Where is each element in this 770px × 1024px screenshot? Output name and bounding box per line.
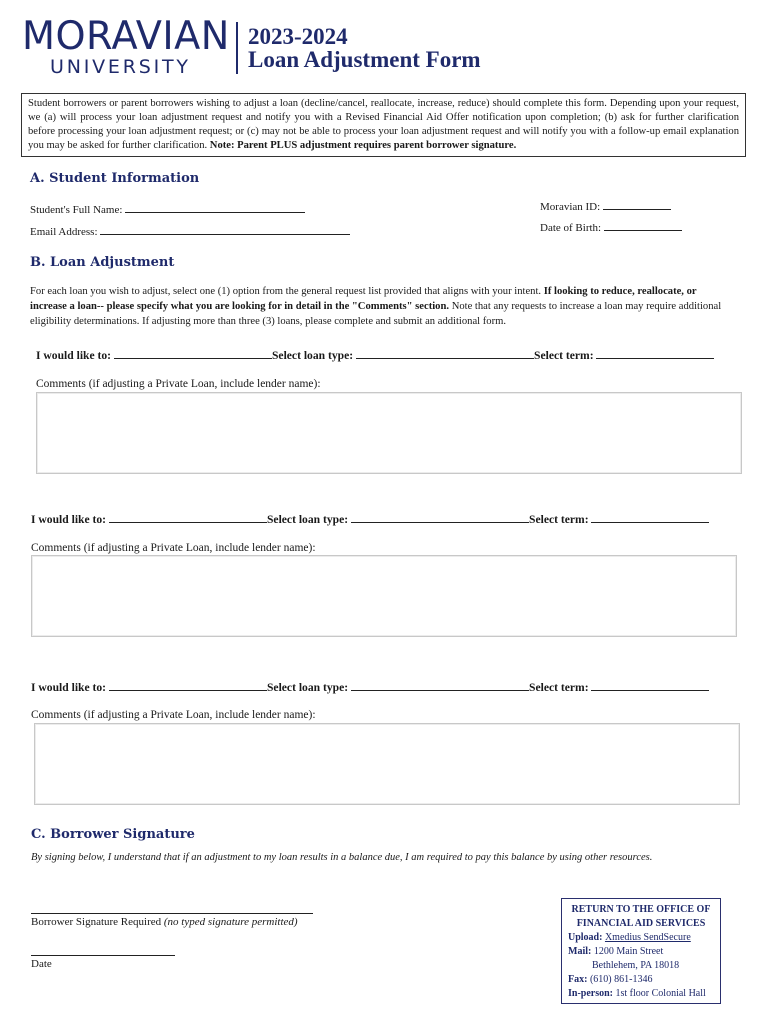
comments-box-2[interactable] — [31, 555, 737, 637]
dob-field[interactable] — [540, 219, 682, 234]
would-like-line[interactable] — [109, 510, 267, 523]
term-label: Select term: — [529, 513, 589, 526]
form-title: Loan Adjustment Form — [248, 47, 481, 72]
inperson-row — [568, 987, 714, 1001]
date-line[interactable] — [31, 954, 175, 956]
intro-note: Note: Parent PLUS adjustment requires parent borrower signature. — [209, 140, 517, 151]
mail-row — [568, 945, 714, 959]
form-year: 2023-2024 — [248, 24, 348, 49]
return-instructions-box — [561, 898, 721, 1004]
instructions-part-2: Note that any requests to increase a loan may require additional eligibility determinations. If adjusting more than three (3) loans, please complete and submit an additional form. — [30, 301, 722, 327]
term-line[interactable] — [591, 510, 709, 523]
return-title-1: RETURN TO THE OFFICE OF — [571, 904, 711, 915]
comments-label-1: Comments (if adjusting a Private Loan, include lender name): — [36, 378, 321, 390]
would-like-line[interactable] — [114, 346, 272, 359]
moravian-id-field[interactable] — [540, 198, 671, 213]
would-like-label: I would like to: — [36, 349, 112, 362]
moravian-id-label: Moravian ID: — [540, 201, 601, 213]
inperson-label: In-person: — [568, 988, 614, 999]
section-b-instructions — [30, 284, 735, 329]
would-like-line[interactable] — [109, 678, 267, 691]
instructions-bold: If looking to reduce, reallocate, or increase a loan-- please specify what you are looking for in detail in the "Comments" section. — [30, 286, 697, 312]
term-line[interactable] — [596, 346, 714, 359]
mail-label: Mail: — [568, 946, 592, 957]
full-name-field[interactable] — [30, 201, 305, 216]
fax-row — [568, 973, 714, 987]
full-name-line[interactable] — [125, 201, 305, 213]
email-field[interactable] — [30, 223, 350, 238]
section-b-heading: B. Loan Adjustment — [30, 255, 175, 270]
loan-type-label: Select loan type: — [266, 513, 349, 526]
mail-address-line-2: Bethlehem, PA 18018 — [592, 960, 680, 971]
signature-line[interactable] — [31, 912, 313, 914]
term-label: Select term: — [529, 681, 589, 694]
term-label: Select term: — [534, 349, 594, 362]
logo-subtitle: UNIVERSITY — [50, 56, 191, 78]
fax-label: Fax: — [568, 974, 588, 985]
date-label: Date — [31, 958, 52, 970]
comments-label-3: Comments (if adjusting a Private Loan, include lender name): — [31, 709, 316, 721]
email-label: Email Address: — [30, 226, 98, 238]
header-divider — [236, 22, 238, 74]
would-like-label: I would like to: — [31, 681, 107, 694]
return-title-2: FINANCIAL AID SERVICES — [576, 918, 706, 929]
section-c-heading: C. Borrower Signature — [31, 827, 195, 842]
would-like-label: I would like to: — [31, 513, 107, 526]
signature-statement: By signing below, I understand that if an adjustment to my loan results in a balance due, I am required to pay this balance by using other resources. — [31, 852, 653, 863]
comments-box-3[interactable] — [34, 723, 740, 805]
section-a-heading: A. Student Information — [30, 171, 200, 186]
inperson-value: 1st floor Colonial Hall — [615, 988, 706, 999]
fax-value: (610) 861-1346 — [589, 974, 653, 985]
upload-link[interactable]: Xmedius SendSecure — [604, 932, 691, 943]
intro-text: Student borrowers or parent borrowers wishing to adjust a loan (decline/cancel, reallocate, increase, reduce) should complete this form. Depending upon your request, we (a) will process your loan adjustment request and notify you with a Revised Financial Aid Offer notification upon completion; (b) ask for further clarification before processing your loan adjustment request; or (c) may not be able to process your loan adjustment request and will notify you with a follow-up email explanation you may be asked for further clarification. — [28, 98, 739, 151]
dob-label: Date of Birth: — [540, 222, 602, 234]
intro-box — [21, 93, 746, 157]
loan-type-label: Select loan type: — [266, 681, 349, 694]
mail-address-line-1: 1200 Main Street — [593, 946, 664, 957]
dob-line[interactable] — [604, 219, 682, 231]
request-row-3 — [31, 678, 709, 694]
loan-type-line[interactable] — [351, 678, 529, 691]
comments-label-2: Comments (if adjusting a Private Loan, include lender name): — [31, 542, 316, 554]
upload-label: Upload: — [568, 932, 603, 943]
full-name-label: Student's Full Name: — [30, 204, 123, 216]
signature-label: Borrower Signature Required — [31, 916, 162, 928]
term-line[interactable] — [591, 678, 709, 691]
signature-note: (no typed signature permitted) — [163, 916, 298, 928]
loan-type-line[interactable] — [356, 346, 534, 359]
signature-caption — [31, 916, 298, 928]
moravian-id-line[interactable] — [603, 198, 671, 210]
upload-row — [568, 931, 714, 945]
logo-wordmark: MORAVIAN — [22, 14, 230, 59]
comments-box-1[interactable] — [36, 392, 742, 474]
loan-type-line[interactable] — [351, 510, 529, 523]
loan-type-label: Select loan type: — [271, 349, 354, 362]
instructions-part-1: For each loan you wish to adjust, select one (1) option from the general request list provided that aligns with your intent. — [30, 286, 542, 297]
request-row-2 — [31, 510, 709, 526]
email-line[interactable] — [100, 223, 350, 235]
request-row-1 — [36, 346, 714, 362]
